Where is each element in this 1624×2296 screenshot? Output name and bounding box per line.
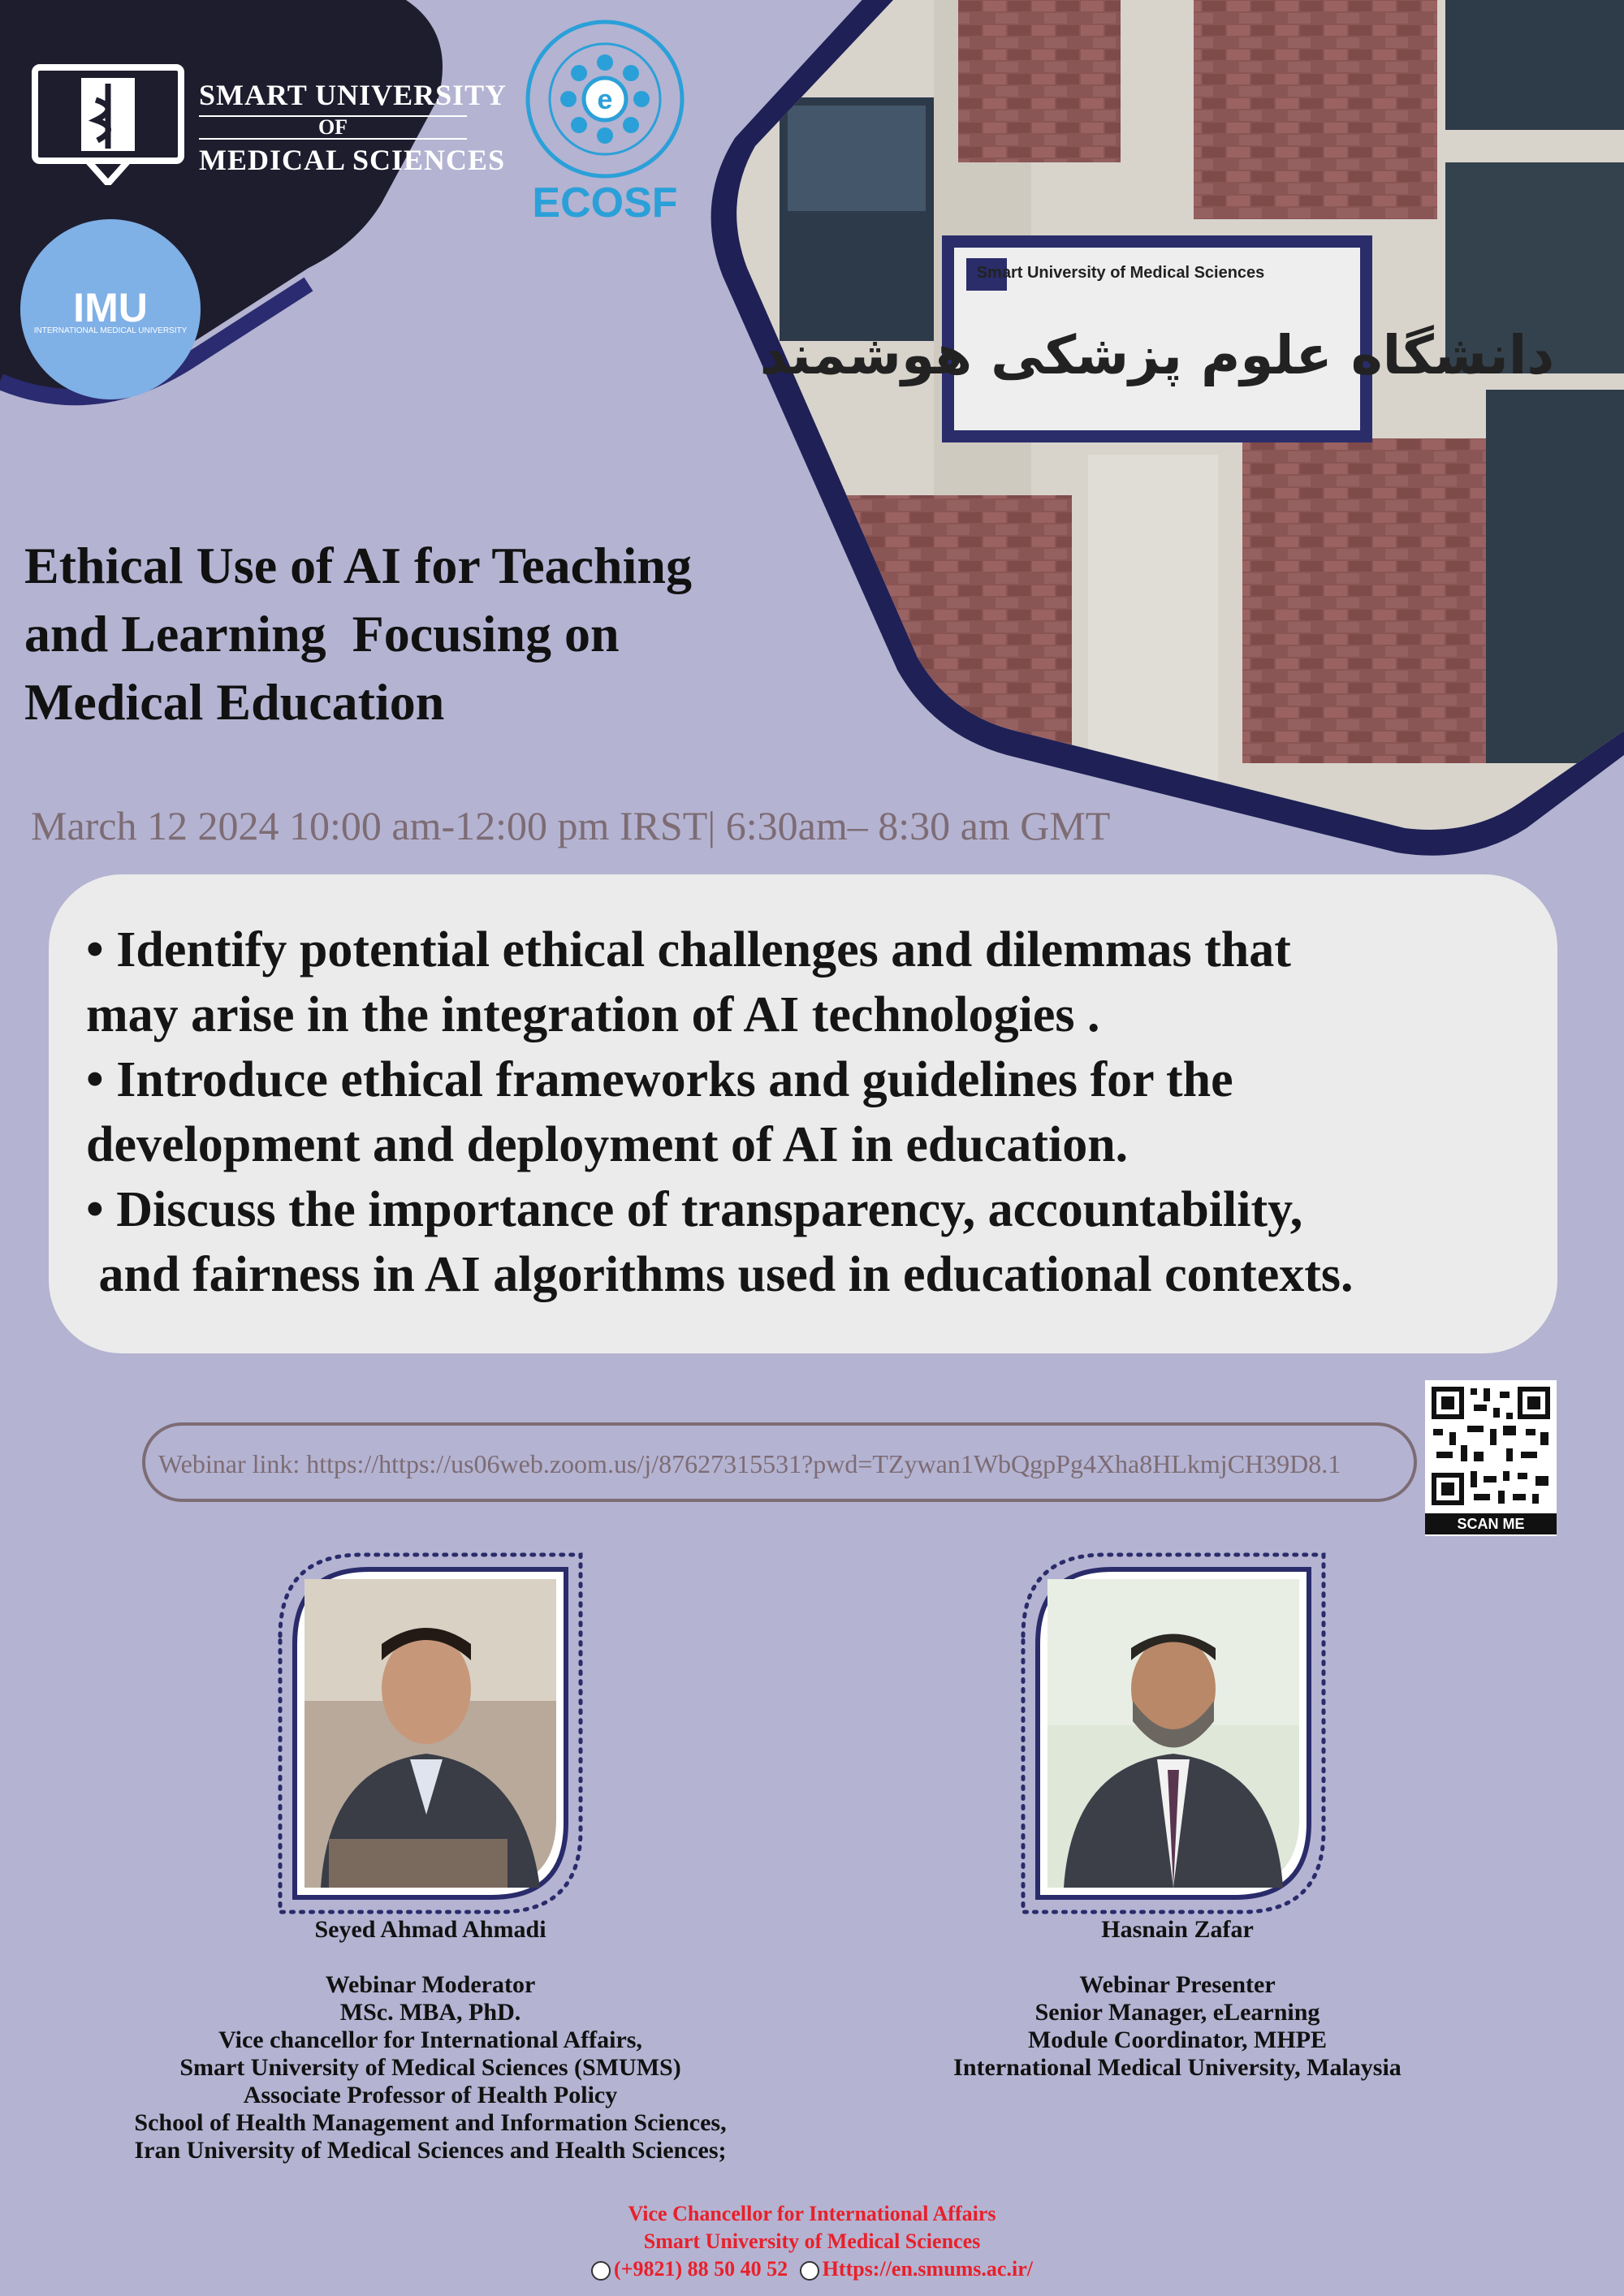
webinar-link[interactable]: Webinar link: https://https://us06web.zoom.us/j/87627315531?pwd=TZywan1WbQgpPg4Xha8HLkmjCH39D8.1	[158, 1449, 1341, 1478]
title-line-2: and Learning Focusing on	[24, 605, 620, 662]
footer-line-1: Vice Chancellor for International Affairs	[628, 2202, 996, 2225]
imu-name: IMU	[73, 285, 148, 330]
footer-line-2: Smart University of Medical Sciences	[643, 2229, 981, 2253]
objective-line: • Identify potential ethical challenges and dilemmas that	[86, 922, 1291, 978]
speaker-details	[853, 1971, 1502, 2082]
event-schedule: March 12 2024 10:00 am-12:00 pm IRST| 6:30am– 8:30 am GMT	[31, 803, 1111, 848]
university-building-photo	[690, 0, 1624, 861]
footer-phone[interactable]: (+9821) 88 50 40 52	[614, 2257, 788, 2281]
footer-contact	[0, 2200, 1624, 2283]
title-line-3: Medical Education	[24, 673, 445, 731]
ecosf-name: ECOSF	[532, 179, 678, 227]
svg-text:e: e	[597, 84, 613, 115]
speaker-detail-line: Smart University of Medical Sciences (SMUMS)	[179, 2054, 681, 2081]
objective-line: development and deployment of AI in education.	[86, 1117, 1129, 1172]
speaker-detail-line: MSc. MBA, PhD.	[339, 1999, 521, 2026]
speaker-name: Seyed Ahmad Ahmadi	[314, 1916, 546, 1943]
speaker-detail-line: International Medical University, Malaysia	[953, 2054, 1402, 2081]
objectives-list	[86, 917, 1548, 1307]
objective-line: • Discuss the importance of transparency, accountability,	[86, 1182, 1303, 1237]
ecosf-seal-icon	[524, 18, 686, 180]
objective-line: and fairness in AI algorithms used in educational contexts.	[86, 1247, 1354, 1302]
event-title	[24, 532, 820, 736]
phone-icon	[591, 2261, 611, 2281]
smart-logo-line1: SMART UNIVERSITY	[199, 79, 508, 111]
speaker-detail-line: Senior Manager, eLearning	[1034, 1999, 1320, 2026]
imu-subtitle: INTERNATIONAL MEDICAL UNIVERSITY	[33, 326, 188, 335]
smart-logo-line3: MEDICAL SCIENCES	[199, 144, 506, 176]
qr-scan-label: SCAN ME	[1425, 1513, 1557, 1534]
globe-icon	[800, 2261, 819, 2281]
smart-university-wordmark	[199, 78, 507, 177]
speaker-name: Hasnain Zafar	[1101, 1916, 1254, 1943]
speaker-detail-line: Module Coordinator, MHPE	[1027, 2026, 1328, 2053]
objective-line: may arise in the integration of AI technologies .	[86, 987, 1100, 1042]
footer-url[interactable]: Https://en.smums.ac.ir/	[822, 2257, 1033, 2281]
speaker-detail-line: School of Health Management and Information Sciences,	[134, 2109, 727, 2136]
speaker-photo-frame	[272, 1547, 589, 1920]
smart-logo-line2: OF	[199, 115, 467, 140]
speaker-details	[106, 1971, 755, 2164]
objective-line: • Introduce ethical frameworks and guidelines for the	[86, 1052, 1233, 1107]
smart-university-logo-icon	[31, 63, 185, 185]
sign-english-text: Smart University of Medical Sciences	[976, 264, 1265, 282]
title-line-1: Ethical Use of AI for Teaching	[24, 537, 692, 594]
speaker-detail-line: Iran University of Medical Sciences and Health Sciences;	[134, 2137, 727, 2164]
speaker-detail-line: Associate Professor of Health Policy	[243, 2082, 618, 2108]
sign-persian-text: دانشگاه علوم پزشکی هوشمند	[759, 324, 1555, 386]
speaker-detail-line: Vice chancellor for International Affairs,	[218, 2026, 642, 2053]
speaker-detail-line: Webinar Presenter	[1079, 1971, 1276, 1998]
speaker-detail-line: Webinar Moderator	[325, 1971, 536, 1998]
speaker-photo-frame	[1015, 1547, 1332, 1920]
